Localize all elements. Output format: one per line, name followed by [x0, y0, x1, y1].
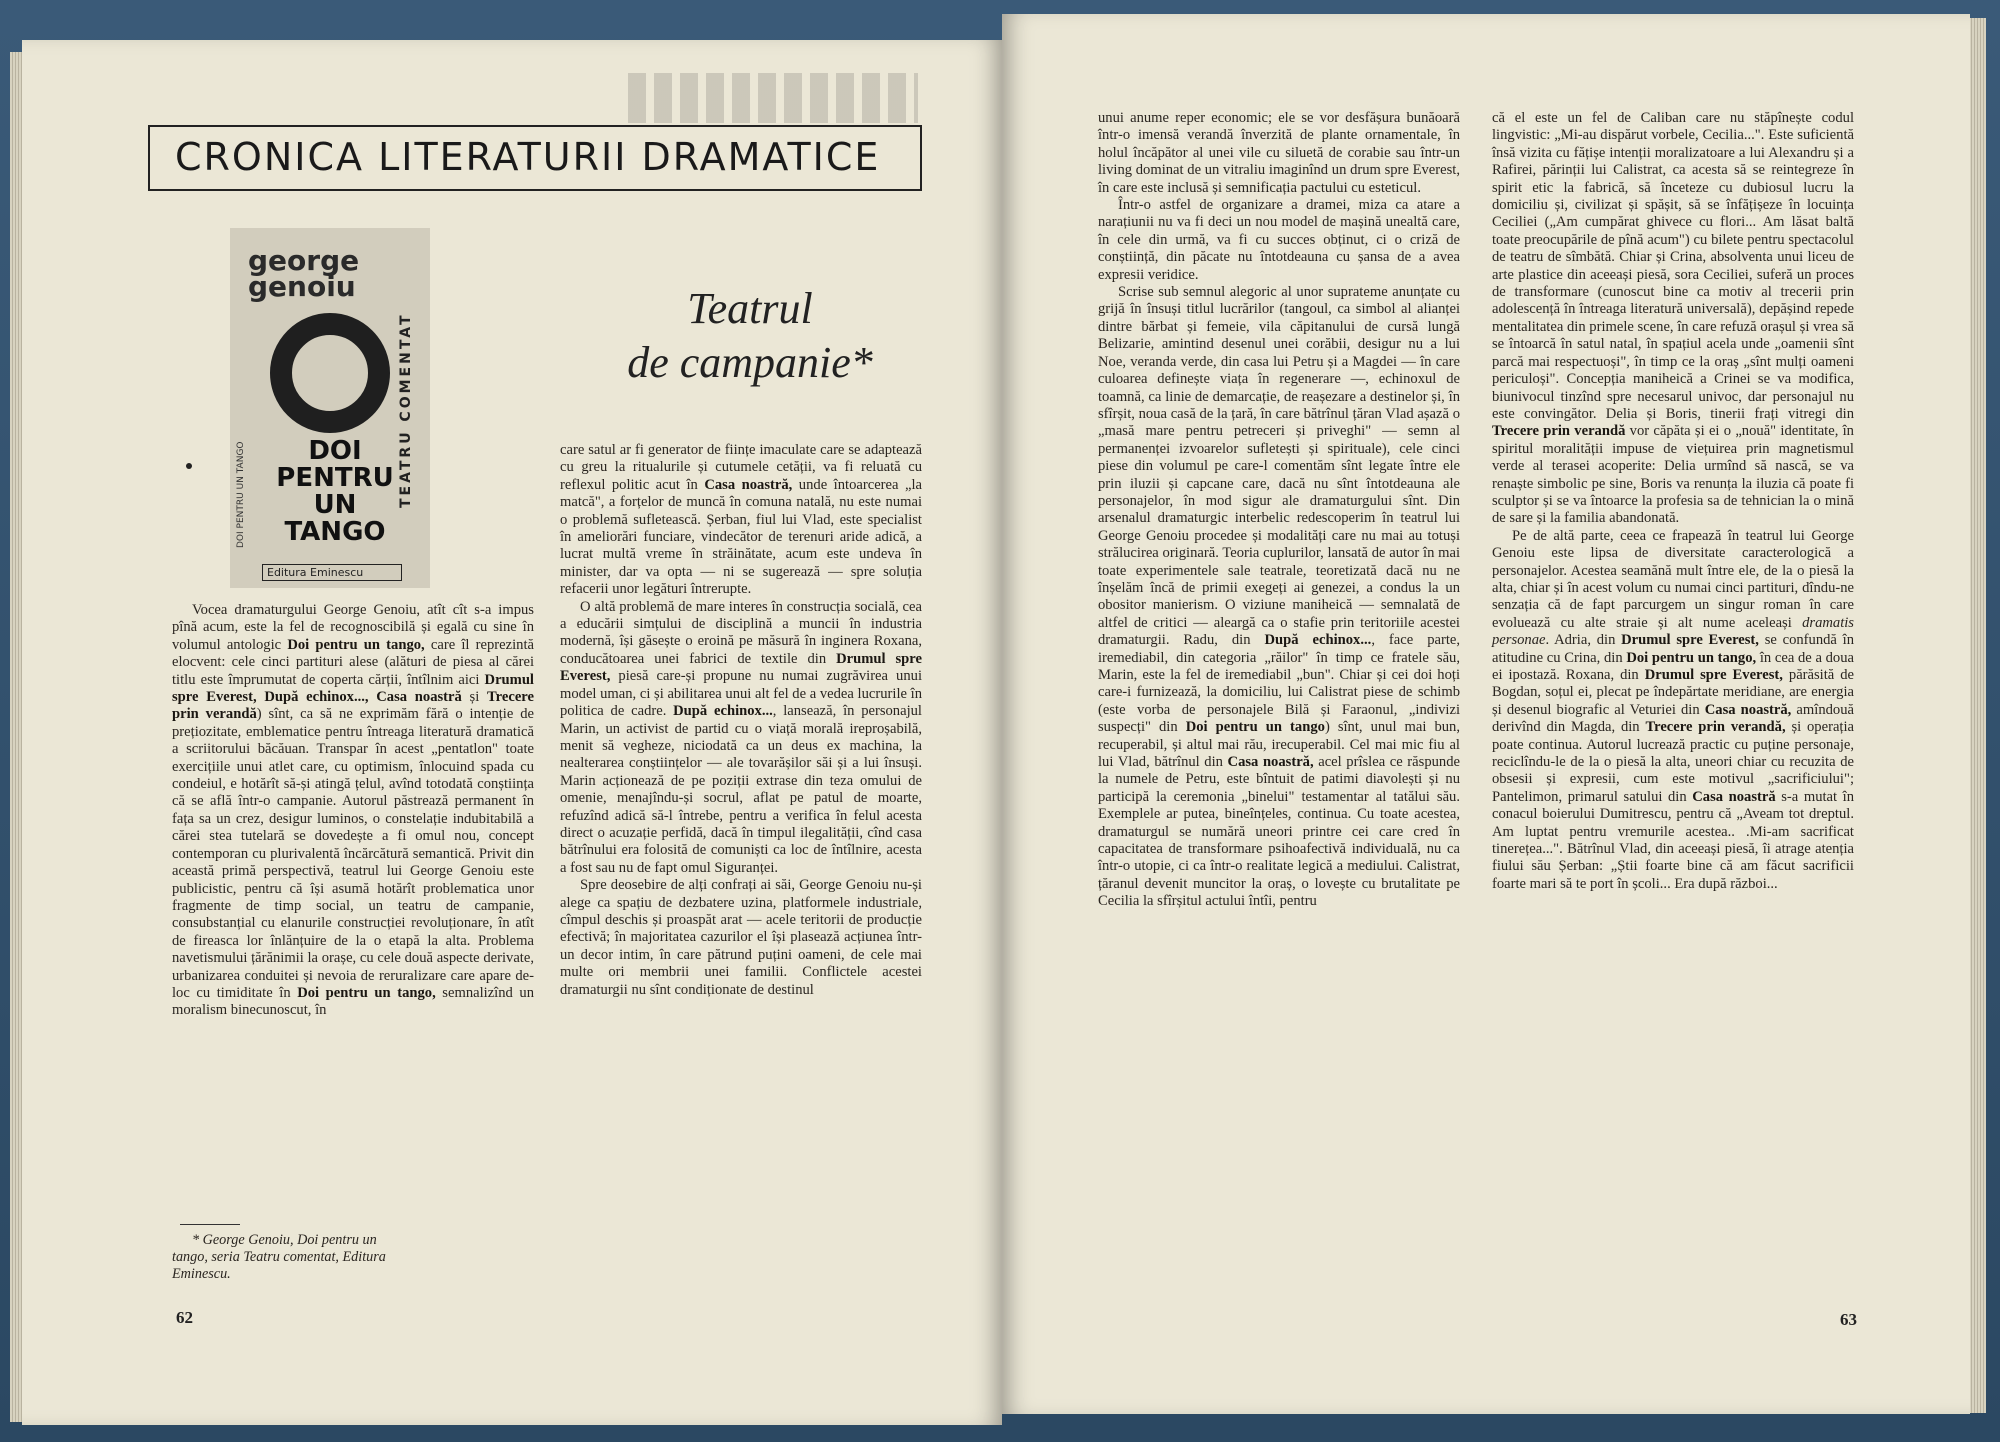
page-edges-right: [1968, 18, 1986, 1413]
page-number-left: 62: [176, 1308, 193, 1327]
footnote-line: tango, seria Teatru comentat, Editura: [172, 1249, 386, 1265]
section-title: CRONICA LITERATURII DRAMATICE: [175, 135, 881, 179]
left-column-1: Vocea dramaturgului George Genoiu, atît cît s-a impus pînă acum, este la fel de recognoscibilă și egală cu sine în volumul antologic Doi pentru un tango, care îl reprezintă elocvent: cele cinci partituri alese (alături de piesa al cărei titlu este împrumutat de coperta cărții, întîlnim aici Drumul spre Everest, După echinox..., Casa noastră și Trecere prin verandă) sînt, ca să ne exprimăm fără o intenție de prețiozitate, emblematice pentru întreaga literatură dramatică a scriitorului băcăuan. Transpar în acest „pentatlon" toate exercițiile unui atlet care, cu optimism, înlocuind spada cu condeiul, e hotărît să-și atingă țelul, avînd totodată conștiința că se află într-o campanie. Autorul păstrează permanent în fața sa un crez, desigur luminos, o constelație indubitabilă a cărei stea tutelară se dovedește a fi omul nou, concept contemporan cu plurivalentă încărcătură semantică. Privit din această primă perspectivă, teatrul lui George Genoiu este publicistic, pentru că își asumă hotărît problematica unor fragmente de timp social, un teatru de campanie, consubstanțial cu elanurile construcției revoluționare, în atît de fireasca lor înlănțuire de la o etapă la alta. Problema navetismului țărănimii la orașe, cu cele două aspecte derivate, urbanizarea conduitei și nevoia de reruralizare care apare de-loc cu timiditate în Doi pentru un tango, semnalizînd un moralism binecunoscut, în: [172, 602, 535, 1019]
left-column-2: care satul ar fi generator de ființe imaculate care se adaptează cu greu la ritualurile și cutumele cetății, va fi reluată cu reflexul politic acut în Casa noastră, unde întoarcerea „la matcă", a forțelor de muncă în comuna natală, nu este numai o problemă sufletească. Șerban, fiul lui Vlad, este specialist în ameliorări funciare, vindecător de terenuri aride adică, a lucrat multă vreme în străinătate, acum este undeva în minister, dar va opta — ni se sugerează — spre soluția refacerii unor legături întrerupte. O altă problemă de mare interes în construcția socială, cea a educării simțului de disciplină a muncii în industria modernă, își găsește o eroină pe măsură în inginera Roxana, conducătoarea unei fabrici de textile din Drumul spre Everest, piesă care-și propune nu numai zugrăvirea unui model uman, ci și abilitarea unui alt fel de a vedea lucrurile în politica de cadre. După echinox..., lansează, în personajul Marin, un activist de partid cu o viață morală ireproșabilă, menit să vegheze, niciodată ca un deus ex machina, la nealterarea conștiințelor — ale tovarășilor săi și a lui însuși. Marin acționează de pe poziții extrase din teza omului de omenie, menajîndu-și socrul, aflat pe patul de moarte, refuzînd adică să-l întrebe, pentru a verifica în felul acesta direct o acuzație perfidă, dacă în timpul ilegalității, cînd casa bătrînului era folosită de comuniști ca loc de întîlnire, acesta a fost sau nu de fapt omul Siguranței. Spre deosebire de alți confrați ai săi, George Genoiu nu-și alege ca spațiu de dezbatere uzina, platformele industriale, cîmpul deschis și proaspăt arat — acele teritorii de producție efectivă; în majoritatea cazurilor el își plasează acțiunea într-un decor intim, în care pătrund puțini oameni, de cele mai multe ori membrii unei familii. Conflictele acestei dramaturgii nu sînt condiționate de destinul: [560, 442, 922, 998]
book-cover-image: [230, 228, 430, 588]
footnote-rule: [180, 1224, 240, 1225]
book-title-line: UN: [313, 490, 357, 520]
footnote: [172, 1232, 532, 1283]
article-title-line1: Teatrul: [687, 284, 813, 333]
right-column-1: unui anume reper economic; ele se vor desfășura bunăoară într-o imensă verandă înverzită de plante ornamentale, în holul încăpător al unei vile cu siluetă de corabie sau într-un living dominat de un vitraliu imaginînd un drum spre Everest, în care este inclusă și semnificația pactului cu esteticul. Într-o astfel de organizare a dramei, miza ca atare a narațiunii nu va fi deci un nou model de mașină unealtă care, în cele din urmă, va fi cu succes obținut, ci o criză de conștiință, din păcate nu întotdeauna cu șansa de a avea expresii veridice. Scrise sub semnul alegoric al unor suprateme anunțate cu grijă în însuși titlul lucrărilor (tangoul, ca simbol al alianței dintre bărbat și femeie, vila căpitanului de cursă lungă Belizarie, amintind desenul unei corăbii, desigur nu a lui Noe, veranda verde, din casa lui Petru și a Magdei — în care culoarea definește viața în regenerare —, echinoxul de toamnă, ca linie de demarcație, de reașezare a destinelor și, în sfîrșit, noua casă de la țară, în care bătrînul țăran Vlad așază o „masă mare pentru petreceri și priveghi" — semn al permanenței izvoarelor sufletești și spirituale), cele cinci piese din volumul pe care-l comentăm sînt legate între ele prin iluzii și capcane care, dacă nu sînt întotdeauna ale personajelor, în mod sigur ale dramaturgului sînt. Din arsenalul dramaturgic interbelic redescoperim în teatrul lui George Genoiu procedee și modalități care nu mai au totuși strălucirea originară. Teoria cuplurilor, lansată de autor în mai toate experimentele sale teatrale, teoretizată dacă nu ne înșelăm încă de primii exegeți ai genezei, a condus la un obositor manierism. O viziune maniheică — semnalată de altfel de critici — aleargă ca o stafie prin teritoriile acestei dramaturgii. Radu, din După echinox..., face parte, iremediabil, din categoria „răilor" în timp ce fratele său, Marin, este la fel de iremediabil „bun". Chiar și cei doi hoți care-i furnizează, la domiciliu, lui Calistrat piese de schimb (este vorba de personajele Bilă și Faraonul, „indivizi suspecți" din Doi pentru un tango) sînt, unul mai bun, recuperabil, și altul mai rău, irecuperabil. Cel mai mic fiu al lui Vlad, bătrînul din Casa noastră, acel prîslea ce răspunde la numele de Petru, este bîntuit de patimi diavolești și nu participă la ceremonia „binelui" testamentar al tatălui său. Exemplele ar putea, bineînțeles, continua. Cu toate acestea, dramaturgul se numără uneori printre cei care cred în capacitatea de transformare psihoafectivă individuală, nu ca într-o utopie, ci ca într-o realitate legică a mediului. Calistrat, țăranul devenit muncitor la oraș, o lovește cu brutalitate pe Cecilia la sfîrșitul actului întîi, pentru: [1098, 110, 1461, 910]
book-author: george genoiu: [248, 244, 360, 303]
book-series: TEATRU COMENTAT: [398, 312, 414, 508]
book-number-ring: [270, 313, 390, 433]
margin-bullet: [186, 463, 192, 469]
book-title-line: DOI: [308, 436, 362, 466]
page-number-right: 63: [1840, 1310, 1857, 1329]
bleed-through-ghost-text: [628, 73, 918, 123]
footnote-line: Eminescu.: [172, 1266, 231, 1282]
book-title-line: PENTRU: [276, 463, 394, 493]
article-title: [560, 282, 940, 390]
book-title: [260, 438, 410, 546]
article-title-line2: de campanie*: [627, 338, 873, 387]
footnote-line: * George Genoiu, Doi pentru un: [192, 1232, 377, 1248]
book-spine-text: DOI PENTRU UN TANGO: [236, 441, 246, 548]
book-publisher: Editura Eminescu: [262, 564, 402, 581]
book-title-line: TANGO: [284, 517, 386, 547]
right-column-2: că el este un fel de Caliban care nu stăpînește codul lingvistic: „Mi-au dispărut vorbele, Cecilia...". Este suficientă însă vizita cu fățișe intenții moralizatoare a lui Alexandru și a Rafirei, părinții lui Calistrat, ca acesta să se reintegreze în spirit etic la fabrică, să înceteze cu dubiosul lucru la domiciliu și, civilizat și spășit, să se înfățișeze în locuința Ceciliei („Am cumpărat ghivece cu flori... Am lăsat baltă toate preocupările de pînă acum") cu bilete pentru spectacolul de teatru de sîmbătă. Chiar și Crina, absolventa unui liceu de arte plastice din aceeași piesă, sora Ceciliei, suferă un proces de transformare (cunoscut bine ca motiv al trecerii prin adolescență în întreaga literatură universală), depășind repede mentalitatea din primele scene, în care refuză orașul și vrea să se întoarcă în satul natal, în spațiul acela unde „oamenii sînt parcă mai respectuoși", în timp ce la oraș „sînt mulți oameni periculoși". Concepția maniheică a Crinei se va modifica, biunivocul tinzînd spre necesarul univoc, dar personajul nu este convingător. Delia și Boris, tinerii frați vitregi din Trecere prin verandă vor căpăta și ei o „nouă" identitate, în spiritul moralității impuse de viețuirea prin magnetismul verde al terasei acoperite: Delia urmînd să nască, se va renaște simbolic pe sine, Boris va renunța la iluzia că poate fi sculptor și se va întoarce la profesia sa de tehnician la o mină de sare și la familia abandonată. Pe de altă parte, ceea ce frapează în teatrul lui George Genoiu este lipsa de diversitate caracterologică a personajelor. Acestea seamănă mult între ele, de la o piesă la alta, chiar și în acest volum cu numai cinci partituri, dîndu-ne senzația că de fapt parcurgem un singur roman în care evoluează cu alte straie și alt nume aceleași dramatis personae. Adria, din Drumul spre Everest, se confundă în atitudine cu Crina, din Doi pentru un tango, în cea de a doua ei ipostază. Roxana, din Drumul spre Everest, părăsită de Bogdan, soțul ei, plecat pe îndepărtate meridiane, are energia și desenul biografic al Veturiei din Casa noastră, amîndouă derivînd din Magda, din Trecere prin verandă, și operația poate continua. Autorul lucrează practic cu puține personaje, reciclîndu-le de la o piesă la alta, uneori chiar cu recuzita de obsesii și expresii, cum este motivul „sacrificiului"; Pantelimon, primarul satului din Casa noastră s-a mutat în conacul boierului Dumitrescu, pentru că „Aveam tot dreptul. Am luptat pentru vremurile acestea.. .Mi-am sacrificat tinerețea...". Bătrînul Vlad, din aceeași piesă, îi atrage atenția fiului său Șerban: „Știi foarte bine că am făcut sacrificii foarte mari să te port în școli... Era după război...: [1492, 110, 1855, 892]
